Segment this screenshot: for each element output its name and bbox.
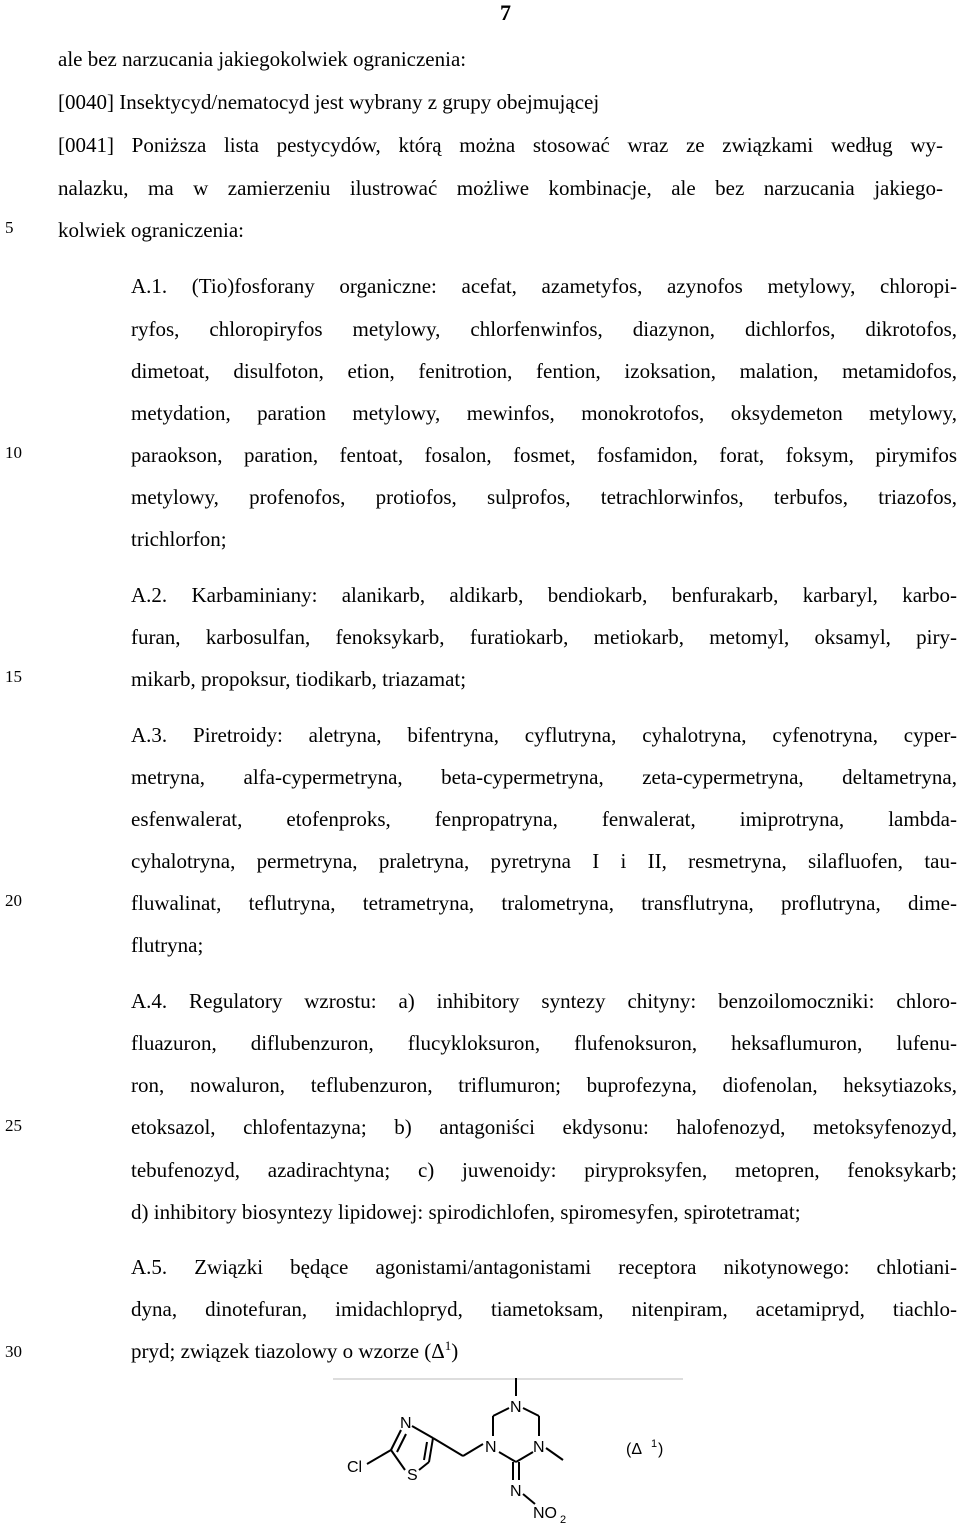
item-a3-line: A.3. Piretroidy: aletryna, bifentryna, cyflutryna, cyhalotryna, cyfenotryna, cyper- — [131, 723, 957, 747]
atom-s: S — [407, 1467, 418, 1484]
item-a4-line: d) inhibitory biosyntezy lipidowej: spirodichlofen, spiromesyfen, spirotetramat; — [131, 1200, 801, 1224]
item-a2-line: A.2. Karbaminiany: alanikarb, aldikarb, bendiokarb, benfurakarb, karbaryl, karbo- — [131, 583, 957, 607]
bond-triazine — [516, 1452, 533, 1462]
intro-line: ale bez narzucania jakiegokolwiek ograniczenia: — [58, 47, 467, 71]
bond-thiazole-double — [424, 1442, 427, 1460]
line-number-25: 25 — [5, 1116, 22, 1135]
paragraph-0041-line: nalazku, ma w zamierzeniu ilustrować możliwe kombinacje, ale bez narzucania jakiego- — [58, 176, 943, 200]
item-a1-line: trichlorfon; — [131, 527, 227, 551]
item-a3-line: flutryna; — [131, 933, 204, 957]
item-a4-line: fluazuron, diflubenzuron, flucykloksuron, flufenoksuron, heksaflumuron, lufenu- — [131, 1031, 957, 1055]
item-a2-line: mikarb, propoksur, tiodikarb, triazamat; — [131, 667, 467, 691]
item-a5-last-close: ) — [451, 1339, 459, 1363]
bond-methyl-right — [546, 1448, 563, 1460]
atom-cl: Cl — [347, 1459, 363, 1476]
paragraph-0041-line: kolwiek ograniczenia: — [58, 218, 245, 242]
bond-thiazole — [429, 1438, 433, 1462]
group-no2-subscript: 2 — [560, 1514, 567, 1523]
paragraph-0041-line: [0041] Poniższa lista pestycydów, którą można stosować wraz ze związkami według wy- — [58, 133, 943, 157]
item-a1-line: paraokson, paration, fentoat, fosalon, fosmet, fosfamidon, forat, foksym, pirymifos — [131, 443, 957, 467]
line-number-30: 30 — [5, 1342, 22, 1361]
bond-thiazole — [419, 1462, 429, 1470]
item-a4-line: etoksazol, chlofentazyna; b) antagoniści ekdysonu: halofenozyd, metoksyfenozyd, — [131, 1115, 957, 1139]
bond-thiazole — [412, 1426, 433, 1438]
item-a5-last-text: pryd; związek tiazolowy o wzorze (Δ — [131, 1339, 445, 1363]
line-number-5: 5 — [5, 218, 14, 237]
bond-n-no2 — [523, 1494, 535, 1504]
line-number-10: 10 — [5, 443, 22, 462]
group-no2: NO — [533, 1505, 557, 1522]
atom-n-top: N — [510, 1399, 522, 1416]
item-a1-line: A.1. (Tio)fosforany organiczne: acefat, azametyfos, azynofos metylowy, chloropi- — [131, 274, 957, 298]
formula-label-close: ) — [658, 1441, 664, 1458]
bond-triazine — [499, 1452, 516, 1462]
item-a1-line: metydation, paration metylowy, mewinfos, monokrotofos, oksydemeton metylowy, — [131, 401, 957, 425]
item-a5-line: dyna, dinotefuran, imidachlopryd, tiametoksam, nitenpiram, acetamipryd, tiachlo- — [131, 1297, 957, 1321]
atom-n-right: N — [533, 1439, 545, 1456]
item-a1-line: metylowy, profenofos, protiofos, sulprofos, tetrachlorwinfos, terbufos, triazofos, — [131, 485, 957, 509]
item-a1-line: dimetoat, disulfoton, etion, fenitrotion, fention, izoksation, malation, metamidofos, — [131, 359, 957, 383]
bond-cl-c — [367, 1450, 391, 1464]
item-a3-line: esfenwalerat, etofenproks, fenpropatryna, fenwalerat, imiprotryna, lambda- — [131, 807, 957, 831]
item-a5-line: A.5. Związki będące agonistami/antagonistami receptora nikotynowego: chlotiani- — [131, 1255, 957, 1279]
item-a4-line: tebufenozyd, azadirachtyna; c) juwenoidy: piryproksyfen, metopren, fenoksykarb; — [131, 1158, 957, 1182]
bond-thiazole — [391, 1450, 405, 1470]
item-a2-line: furan, karbosulfan, fenoksykarb, furatiokarb, metiokarb, metomyl, oksamyl, piry- — [131, 625, 957, 649]
atom-n-left: N — [485, 1439, 497, 1456]
atom-n-thiazole: N — [400, 1415, 412, 1432]
item-a3-line: fluwalinat, teflutryna, tetrametryna, tralometryna, transflutryna, proflutryna, dime- — [131, 891, 957, 915]
bond-ch2 — [463, 1444, 483, 1456]
page-number: 7 — [500, 0, 511, 25]
structural-formula — [333, 1378, 693, 1523]
paragraph-0040: [0040] Insektycyd/nematocyd jest wybrany z grupy obejmującej — [58, 90, 600, 114]
item-a3-line: cyhalotryna, permetryna, praletryna, pyretryna I i II, resmetryna, silafluofen, tau- — [131, 849, 957, 873]
formula-label-superscript: 1 — [651, 1438, 658, 1450]
bond-triazine — [493, 1408, 509, 1416]
line-number-20: 20 — [5, 891, 22, 910]
item-a4-line: A.4. Regulatory wzrostu: a) inhibitory syntezy chityny: benzoilomoczniki: chloro- — [131, 989, 957, 1013]
bond-ch2 — [433, 1438, 463, 1456]
item-a4-line: ron, nowaluron, teflubenzuron, triflumuron; buprofezyna, diofenolan, heksytiazoks, — [131, 1073, 957, 1097]
item-a5-line — [131, 1338, 459, 1363]
atom-n-imine: N — [510, 1483, 522, 1500]
item-a3-line: metryna, alfa-cypermetryna, beta-cypermetryna, zeta-cypermetryna, deltametryna, — [131, 765, 957, 789]
item-a5-last-superscript: 1 — [444, 1338, 452, 1353]
line-number-15: 15 — [5, 667, 22, 686]
bond-triazine — [523, 1408, 539, 1416]
formula-label: (Δ — [626, 1441, 643, 1458]
item-a1-line: ryfos, chloropiryfos metylowy, chlorfenwinfos, diazynon, dichlorfos, dikrotofos, — [131, 317, 957, 341]
